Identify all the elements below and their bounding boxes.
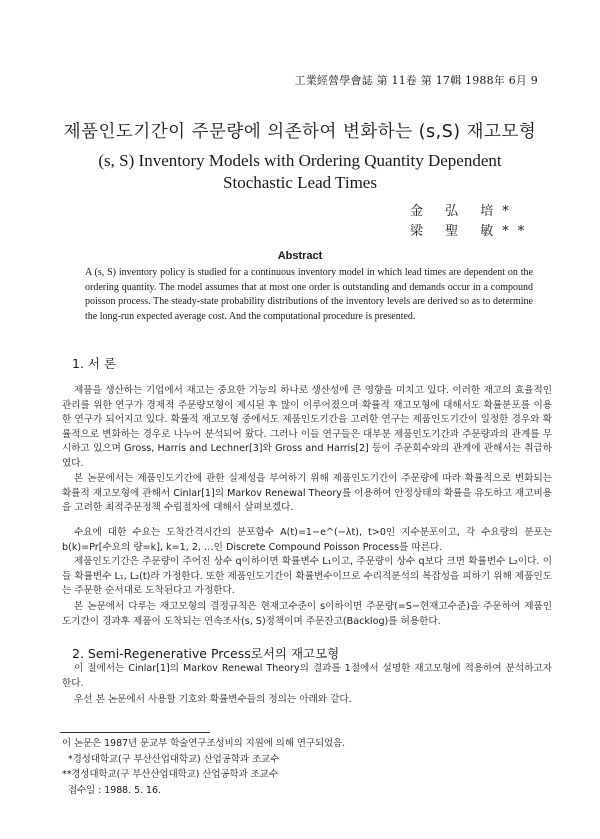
footnote-received-date: 접수일 : 1988. 5. 16. (68, 784, 161, 796)
footnote-funding: 이 논문은 1987년 문교부 학술연구조성비의 지원에 의해 연구되었음. (62, 738, 346, 749)
paragraph-6-text: 이 절에서는 Cinlar[1]의 Markov Renewal Theory의 결과를 1절에서 설명한 재고모형에 적용하여 분석하고자 한다. (62, 663, 552, 689)
korean-title: 제품인도기간이 주문량에 의존하여 변화하는 (s,S) 재고모형 (63, 122, 537, 142)
paragraph-6 (62, 662, 552, 691)
footnote-author-1: *경성대학교(구 부산산업대학교) 산업공학과 조교수 (68, 753, 280, 765)
english-title (0, 150, 600, 194)
english-title-line-1: (s, S) Inventory Models with Ordering Quantity Dependent (98, 151, 502, 170)
journal-header: 工業經營學會誌 第 11卷 第 17輯 1988年 6月 9 (294, 74, 538, 87)
paragraph-1-text: 제품을 생산하는 기업에서 재고는 중요한 기능의 하나로 생산성에 큰 영향을 미치고 있다. 이러한 재고의 효율적인 관리를 위한 연구가 경제적 주문량모형이 제시된 후 많이 이루어졌으며 확률적 재고모형에 대해서도 확률분포를 이용한 연구가 되어지고 있다. 확률적 재고모형 중에서도 제품인도기간을 고려한 연구는 제품인도기간이 일정한 경우와 확률적으로 변화하는 경우로 나누어 분석되어 왔다. 그러나 이들 연구들은 대부분 제품인도기간과 주문량과의 관계를 무시하고 있으며 Gross, Harris and Lechner[3]와 Gross and Harris[2] 등이 주문회수와의 관계에 관해서는 취급하였다. (62, 385, 552, 469)
paragraph-3 (62, 526, 552, 555)
footnote-author-2: **경성대학교(구 부산산업대학교) 산업공학과 조교수 (62, 769, 278, 781)
paragraph-5-text: 본 논문에서 다루는 재고모형의 결정규칙은 현재고수준이 s이하이면 주문량(=S−현재고수준)을 주문하여 제품인도기간이 경과후 제품이 도착되는 연속조사(s, S)정책이며 주문잔고(Backlog)를 허용한다. (62, 601, 552, 627)
paragraph-5 (62, 600, 552, 629)
paragraph-4 (62, 555, 552, 599)
paragraph-7 (62, 693, 552, 708)
english-title-line-2: Stochastic Lead Times (223, 173, 377, 192)
paragraph-3-text: 수요에 대한 수요는 도착간격시간의 분포함수 A(t)=1−e^(−λt), t>0인 지수분포이고, 각 수요량의 분포는 b(k)=Pr[수요의 량=k], k=1, 2, …인 Discrete Compound Poisson Process를 따른다. (62, 527, 552, 553)
author-list (410, 202, 550, 242)
author-2: 梁 聖 敏** (410, 224, 534, 239)
paragraph-2 (62, 472, 552, 516)
paragraph-7-text: 우선 본 논문에서 사용할 기호와 확률변수들의 정의는 아래와 같다. (74, 694, 352, 705)
abstract-heading: Abstract (277, 250, 323, 262)
paragraph-1 (62, 384, 552, 472)
footnote-divider (60, 732, 210, 733)
section-1-heading: 1. 서 론 (72, 356, 117, 371)
section-2-heading: 2. Semi-Regenerative Prcess로서의 재고모형 (72, 646, 340, 661)
author-1: 金 弘 培* (410, 204, 518, 219)
footnotes (62, 736, 482, 798)
paragraph-2-text: 본 논문에서는 제품인도기간에 관한 실제성을 부여하기 위해 제품인도기간이 주문량에 따라 확률적으로 변화되는 확률적 재고모형에 관해서 Cinlar[1]의 Markov Renewal Theory를 이용하여 안정상태의 확률을 유도하고 재고비용을 고려한 최적주문정책 수립절차에 대해서 살펴보겠다. (62, 473, 552, 514)
paragraph-4-text: 제품인도기간은 주문량이 주어진 상수 q이하이면 확률변수 L₁이고, 주문량이 상수 q보다 크면 확률변수 L₂이다. 이들 확률변수 L₁, L₂(t)라 가정한다. 또한 제품인도기간이 확률변수이므로 수리적분석의 복잡성을 피하기 위해 제품인도는 주문한 순서대로 도착된다고 가정한다. (62, 556, 552, 597)
abstract-text: A (s, S) inventory policy is studied for a continuous inventory model in which lead times are dependent on the ordering quantity. The model assumes that at most one order is outstanding and demands occur in a compound poisson process. The steady-state probability distributions of the inventory levels are derived so as to determine the long-run expected average cost. And the computational procedure is presented. (85, 267, 533, 322)
